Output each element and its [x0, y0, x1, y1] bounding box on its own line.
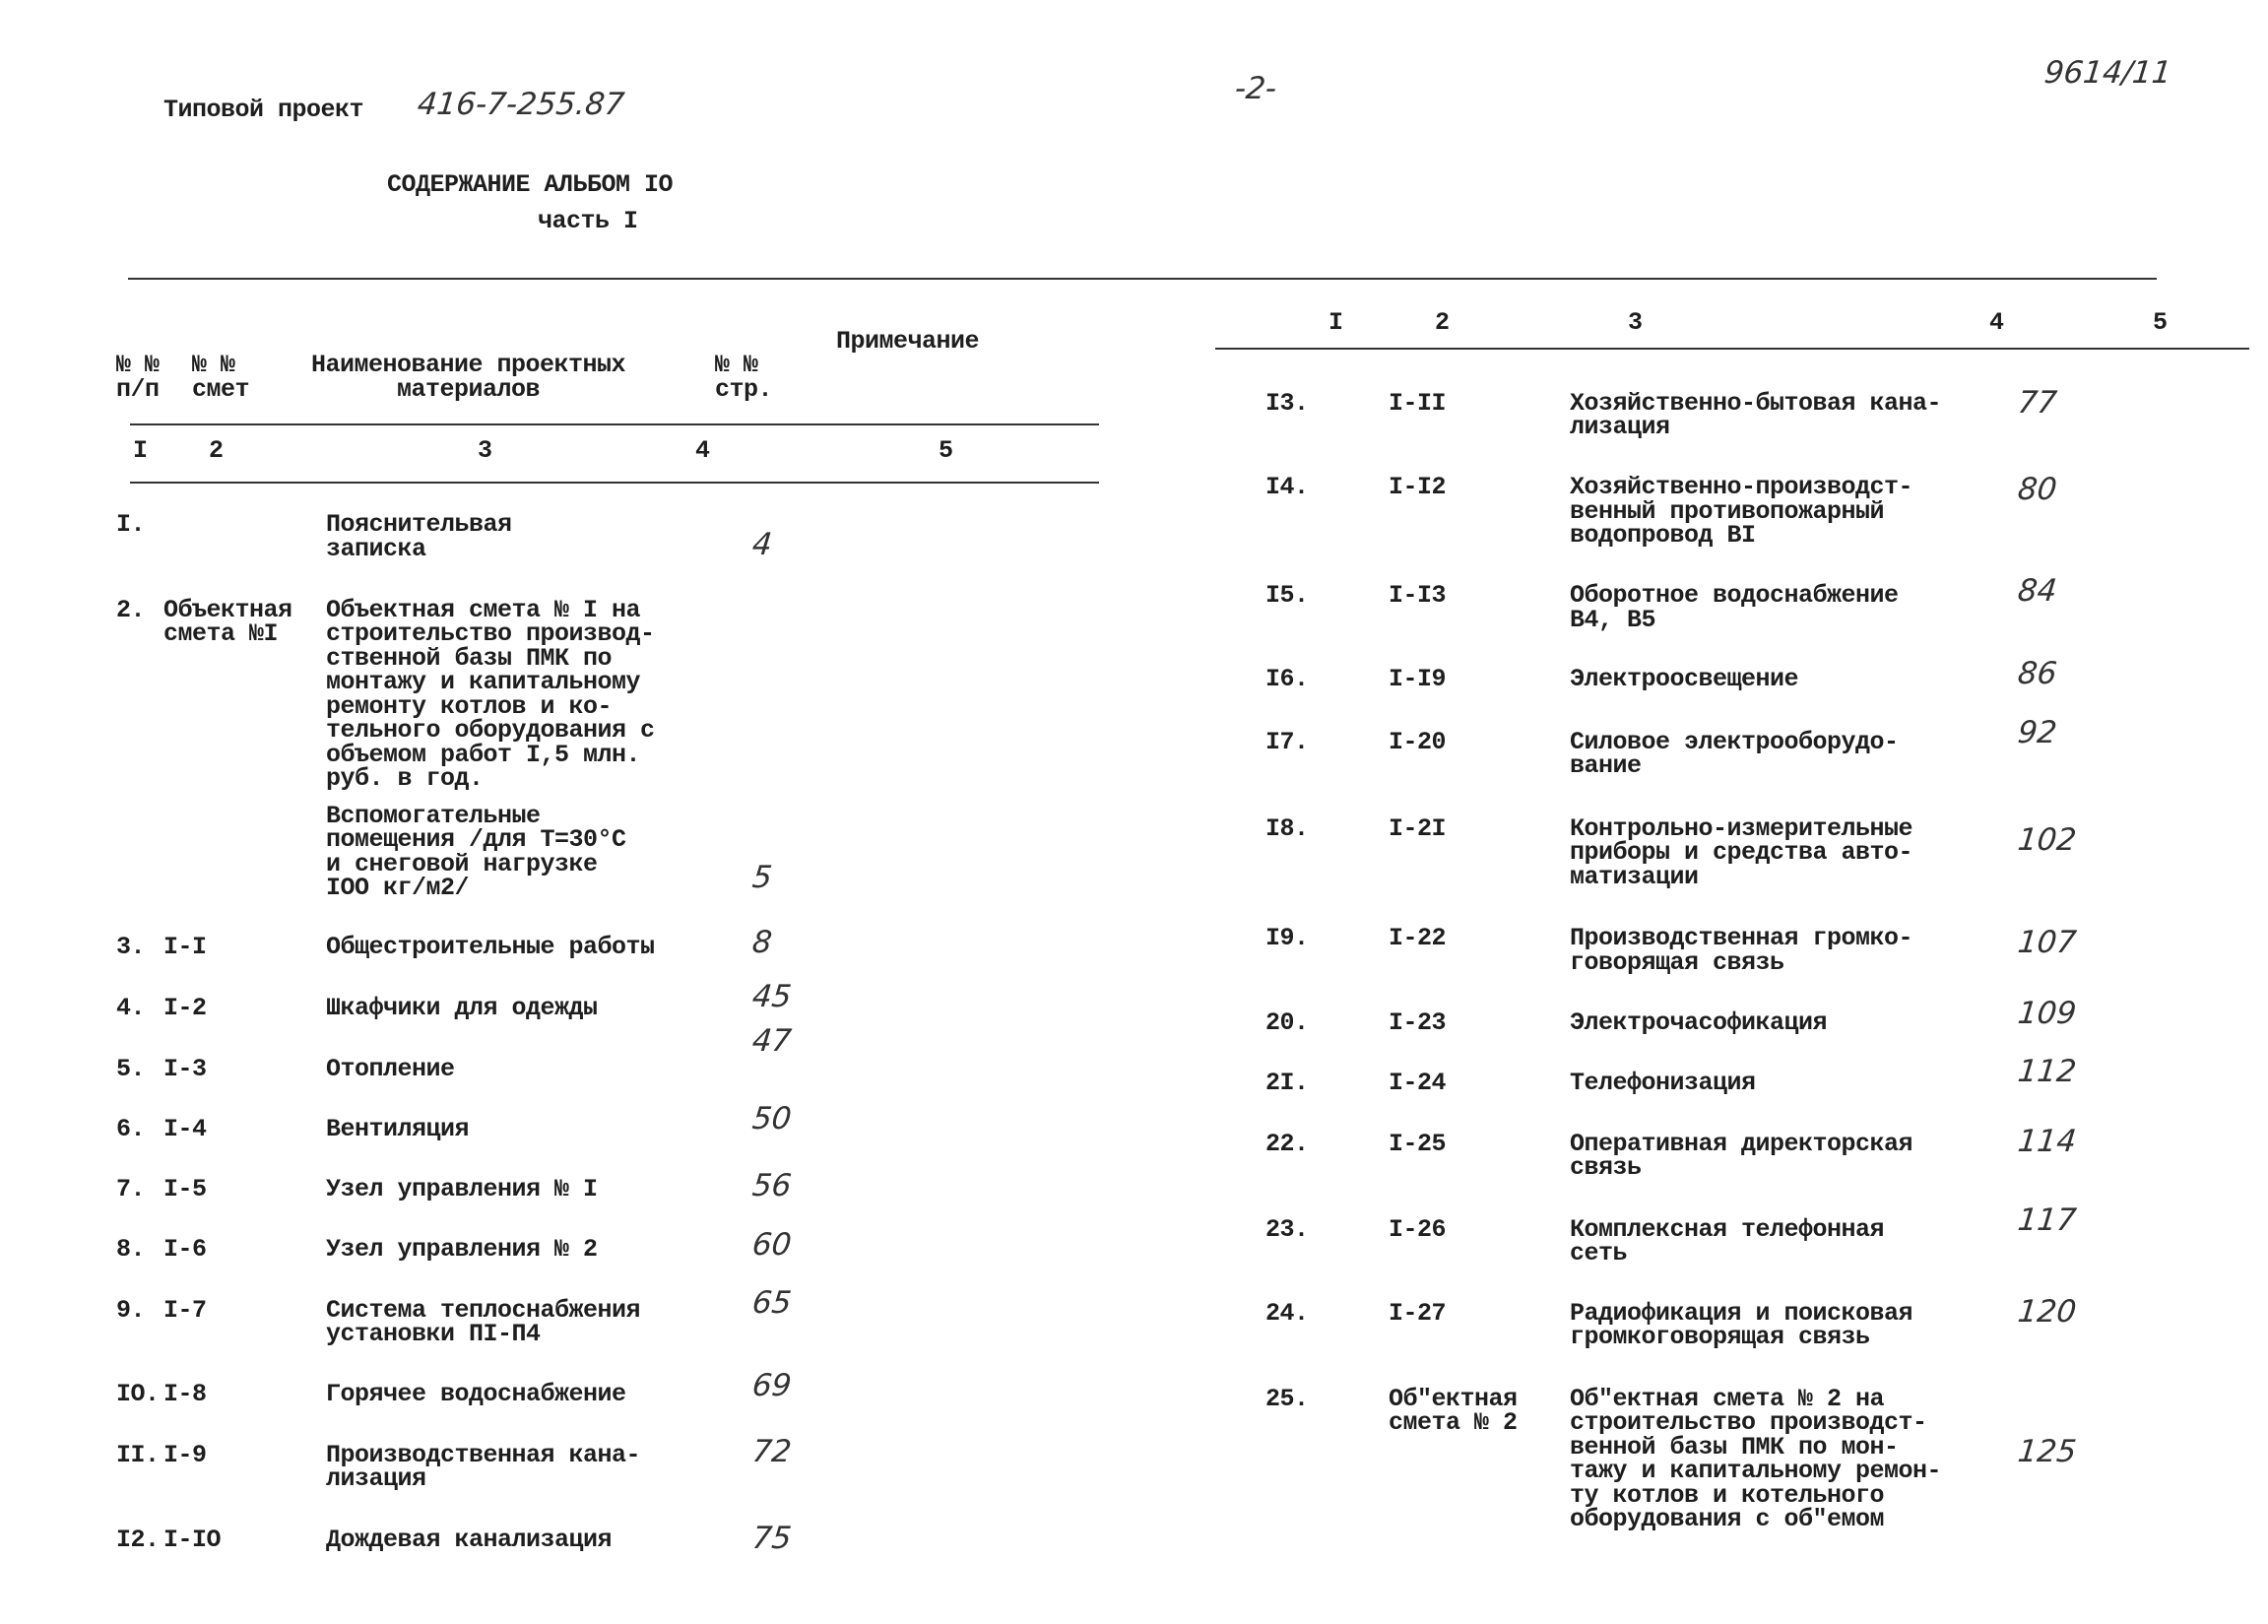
header-rule	[130, 423, 1099, 425]
row-number: I9.	[1265, 924, 1309, 953]
row-estimate	[163, 993, 207, 1022]
name-line: громкоговорящая связь	[1570, 1323, 1870, 1352]
header-name: Наименование проектных материалов	[311, 351, 626, 404]
row-name	[1570, 813, 1913, 891]
name-line: связь	[1570, 1153, 1642, 1183]
name-line: Об"ектная смета № 2 на	[1570, 1384, 1885, 1413]
row-name	[326, 1115, 470, 1144]
row-number: 20.	[1265, 1007, 1309, 1037]
row-number: 22.	[1265, 1129, 1309, 1158]
column-number: 2	[209, 436, 224, 465]
row-number: I6.	[1265, 665, 1309, 694]
project-number: 416-7-255.87	[416, 87, 626, 122]
row-name	[1570, 1069, 1756, 1098]
name-line: Хозяйственно-производст-	[1570, 473, 1913, 502]
row-estimate	[1389, 1298, 1447, 1328]
name-line: тельного оборудования с	[326, 716, 655, 746]
name-line: оборудования с об"емом	[1570, 1505, 1885, 1534]
row-number: I5.	[1265, 581, 1309, 611]
row-page: 77	[2016, 385, 2059, 422]
name-line: B4, B5	[1570, 605, 1656, 634]
row-page: 4	[750, 527, 774, 563]
name-line: Пояснительвая	[326, 510, 512, 540]
name-line: лизация	[326, 1464, 426, 1494]
row-page: 92	[2016, 715, 2059, 751]
estimate-line: смета №I	[163, 619, 279, 649]
row-name	[326, 933, 655, 962]
name-line: венный противопожарный	[1570, 496, 1885, 526]
row-estimate	[163, 1054, 207, 1083]
name-line: сеть	[1570, 1239, 1628, 1268]
name-line: ремонту котлов и ко-	[326, 691, 613, 721]
name-line: Дождевая канализация	[326, 1526, 613, 1555]
row-page: 112	[2016, 1053, 2079, 1089]
row-number: 3.	[116, 933, 146, 962]
row-name	[326, 1380, 626, 1409]
name-line: Система теплоснабжения	[326, 1295, 641, 1325]
name-line: строительство производ-	[326, 619, 655, 649]
row-estimate	[1389, 1214, 1447, 1244]
right-header-rule	[1215, 348, 2249, 350]
name-line: Контрольно-измерительные	[1570, 813, 1913, 843]
row-name	[326, 1295, 641, 1349]
name-line: Шкафчики для одежды	[326, 993, 598, 1022]
name-line: Силовое электрооборудо-	[1570, 727, 1899, 756]
name-line: вание	[1570, 751, 1642, 781]
row-name	[1570, 727, 1899, 781]
row-page: 117	[2016, 1202, 2079, 1239]
row-page: 114	[2016, 1123, 2079, 1159]
row-estimate	[163, 933, 207, 962]
row-name	[326, 801, 626, 903]
row-page: 109	[2016, 996, 2079, 1032]
estimate-line: I-7	[163, 1295, 207, 1325]
row-page: 75	[750, 1521, 794, 1557]
document-title: СОДЕРЖАНИЕ АЛЬБОМ IO	[387, 170, 674, 199]
row-estimate	[1389, 1007, 1447, 1037]
name-line: тажу и капитальному ремон-	[1570, 1457, 1942, 1486]
row-page: 69	[750, 1367, 794, 1403]
name-line: Электрочасофикация	[1570, 1007, 1828, 1037]
row-estimate	[163, 1235, 207, 1265]
estimate-line: I-23	[1389, 1007, 1447, 1037]
row-name	[326, 1440, 641, 1494]
name-line: ственной базы ПМК по	[326, 643, 613, 673]
row-number: I8.	[1265, 813, 1309, 843]
name-line: установки ПI-П4	[326, 1320, 541, 1349]
name-line: Комплексная телефонная	[1570, 1214, 1885, 1244]
column-number: 3	[1628, 308, 1643, 337]
estimate-line: I-6	[163, 1235, 207, 1265]
header-estimate: № № смет	[192, 351, 250, 404]
row-name	[326, 1174, 598, 1203]
estimate-line: Объектная	[163, 595, 292, 624]
header-page: № № стр.	[715, 351, 773, 404]
archive-number: 9614/11	[2042, 55, 2173, 91]
name-line: Узел управления № I	[326, 1174, 598, 1203]
estimate-line: I-27	[1389, 1298, 1447, 1328]
document-subtitle: часть I	[538, 207, 638, 235]
row-estimate	[163, 1295, 207, 1325]
name-line: лизация	[1570, 413, 1670, 442]
estimate-line: I-3	[163, 1054, 207, 1083]
row-page: 60	[750, 1227, 794, 1264]
estimate-line: I-I	[163, 933, 207, 962]
estimate-line: I-22	[1389, 924, 1447, 953]
row-estimate	[1389, 1129, 1447, 1158]
name-line: помещения /для Т=30°С	[326, 825, 626, 855]
name-line: матизации	[1570, 862, 1699, 891]
row-number: 2I.	[1265, 1069, 1309, 1098]
row-name	[1570, 473, 1913, 551]
name-line: ту котлов и котельного	[1570, 1480, 1885, 1510]
row-page: 86	[2016, 656, 2059, 692]
row-estimate	[1389, 1069, 1447, 1098]
estimate-line: I-20	[1389, 727, 1447, 756]
estimate-line: I-4	[163, 1115, 207, 1144]
row-number: 6.	[116, 1115, 146, 1144]
name-line: записка	[326, 534, 426, 563]
row-page: 84	[2016, 573, 2059, 610]
estimate-line: смета № 2	[1389, 1408, 1518, 1438]
name-line: Объектная смета № I на	[326, 595, 641, 624]
row-page: 80	[2016, 472, 2059, 508]
column-number: 3	[478, 436, 492, 465]
column-number: 4	[695, 436, 710, 465]
row-number: 4.	[116, 993, 146, 1022]
name-line: Хозяйственно-бытовая кана-	[1570, 388, 1942, 418]
row-number: I4.	[1265, 473, 1309, 502]
row-name	[1570, 388, 1942, 442]
project-label: Типовой проект	[163, 96, 364, 124]
row-number: 25.	[1265, 1384, 1309, 1413]
row-name	[326, 595, 655, 794]
name-line: говорящая связь	[1570, 947, 1784, 977]
row-estimate	[163, 1440, 207, 1469]
name-line: строительство производст-	[1570, 1408, 1927, 1438]
row-name	[1570, 924, 1913, 977]
estimate-line: I-9	[163, 1440, 207, 1469]
row-page: 50	[750, 1101, 794, 1137]
column-numbers-rule	[130, 482, 1099, 484]
estimate-line: I-2I	[1389, 813, 1447, 843]
name-line: приборы и средства авто-	[1570, 838, 1913, 868]
row-name	[1570, 1214, 1885, 1268]
column-number: 4	[1989, 308, 2004, 337]
estimate-line: I-2	[163, 993, 207, 1022]
estimate-line: I-IO	[163, 1526, 222, 1555]
name-line: Вспомогательные	[326, 801, 541, 830]
row-number: I2.	[116, 1526, 160, 1555]
row-number: II.	[116, 1440, 160, 1469]
row-estimate	[1389, 924, 1447, 953]
row-number: 23.	[1265, 1214, 1309, 1244]
estimate-line: I-I3	[1389, 581, 1447, 611]
row-name	[326, 1528, 612, 1553]
row-page: 65	[750, 1285, 794, 1322]
row-estimate	[1389, 813, 1447, 843]
name-line: Радиофикация и поисковая	[1570, 1298, 1913, 1328]
name-line: Оперативная директорская	[1570, 1129, 1913, 1158]
row-page: 56	[750, 1168, 794, 1204]
estimate-line: I-II	[1389, 388, 1447, 418]
row-name	[326, 1054, 455, 1083]
row-estimate	[1389, 581, 1447, 611]
name-line: Оборотное водоснабжение	[1570, 581, 1899, 611]
header-num: № № п/п	[116, 351, 160, 404]
page-number: -2-	[1233, 71, 1279, 106]
name-line: Производственная кана-	[326, 1440, 641, 1469]
row-estimate	[1389, 727, 1447, 756]
row-estimate	[163, 1174, 207, 1203]
estimate-line: I-25	[1389, 1129, 1447, 1158]
row-page: 125	[2016, 1434, 2079, 1470]
estimate-line: I-I2	[1389, 473, 1447, 502]
name-line: Узел управления № 2	[326, 1235, 598, 1265]
row-number: 7.	[116, 1174, 146, 1203]
column-number: I	[133, 436, 148, 465]
row-name	[1570, 1129, 1913, 1183]
name-line: объемом работ I,5 млн.	[326, 740, 641, 769]
row-page: 107	[2016, 925, 2079, 961]
column-number: I	[1328, 308, 1343, 337]
estimate-line: I-I9	[1389, 665, 1447, 694]
row-estimate	[1389, 665, 1447, 694]
row-number: 8.	[116, 1235, 146, 1265]
row-estimate	[163, 1380, 207, 1409]
row-name	[1570, 665, 1799, 694]
name-line: Телефонизация	[1570, 1069, 1756, 1098]
estimate-line: I-5	[163, 1174, 207, 1203]
row-page: 102	[2016, 821, 2079, 858]
name-line: Общестроительные работы	[326, 933, 655, 962]
row-estimate	[1389, 473, 1447, 502]
row-name	[326, 510, 512, 563]
column-number: 5	[2153, 308, 2168, 337]
row-estimate	[1389, 388, 1447, 418]
column-number: 5	[939, 436, 953, 465]
estimate-line: Об"ектная	[1389, 1384, 1518, 1413]
column-number: 2	[1435, 308, 1450, 337]
row-estimate	[163, 1115, 207, 1144]
top-rule	[128, 278, 2157, 280]
row-number: 9.	[116, 1295, 146, 1325]
row-number: 5.	[116, 1054, 146, 1083]
row-number: I3.	[1265, 388, 1309, 418]
name-line: и снеговой нагрузке	[326, 849, 598, 878]
row-number: 24.	[1265, 1298, 1309, 1328]
estimate-line: I-8	[163, 1380, 207, 1409]
name-line: руб. в год.	[326, 764, 484, 794]
row-number: I.	[116, 510, 146, 540]
name-line: IOO кг/м2/	[326, 874, 470, 903]
row-name	[326, 1235, 598, 1265]
row-number: IO.	[116, 1380, 160, 1409]
row-estimate	[1389, 1384, 1518, 1438]
name-line: Производственная громко-	[1570, 924, 1913, 953]
row-name	[1570, 1298, 1913, 1352]
estimate-line: I-24	[1389, 1069, 1447, 1098]
row-estimate	[163, 1528, 221, 1553]
row-name	[326, 993, 598, 1022]
row-page: 120	[2016, 1293, 2079, 1330]
header-note: Примечание	[836, 327, 980, 356]
row-estimate	[163, 595, 292, 649]
row-name	[1570, 1384, 1942, 1534]
name-line: Горячее водоснабжение	[326, 1380, 626, 1409]
name-line: Электроосвещение	[1570, 665, 1799, 694]
row-page: 45	[750, 978, 794, 1014]
row-page: 5	[750, 860, 774, 896]
name-line: Вентиляция	[326, 1115, 470, 1144]
row-number: 2.	[116, 595, 146, 624]
estimate-line: I-26	[1389, 1214, 1447, 1244]
name-line: водопровод BI	[1570, 521, 1756, 551]
name-line: венной базы ПМК по мон-	[1570, 1432, 1899, 1462]
name-line: монтажу и капитальному	[326, 668, 641, 697]
row-page: 47	[750, 1023, 794, 1060]
row-name	[1570, 1007, 1828, 1037]
row-number: I7.	[1265, 727, 1309, 756]
row-page: 72	[750, 1434, 794, 1470]
name-line: Отопление	[326, 1054, 455, 1083]
row-page: 8	[750, 925, 774, 961]
row-name	[1570, 581, 1899, 634]
